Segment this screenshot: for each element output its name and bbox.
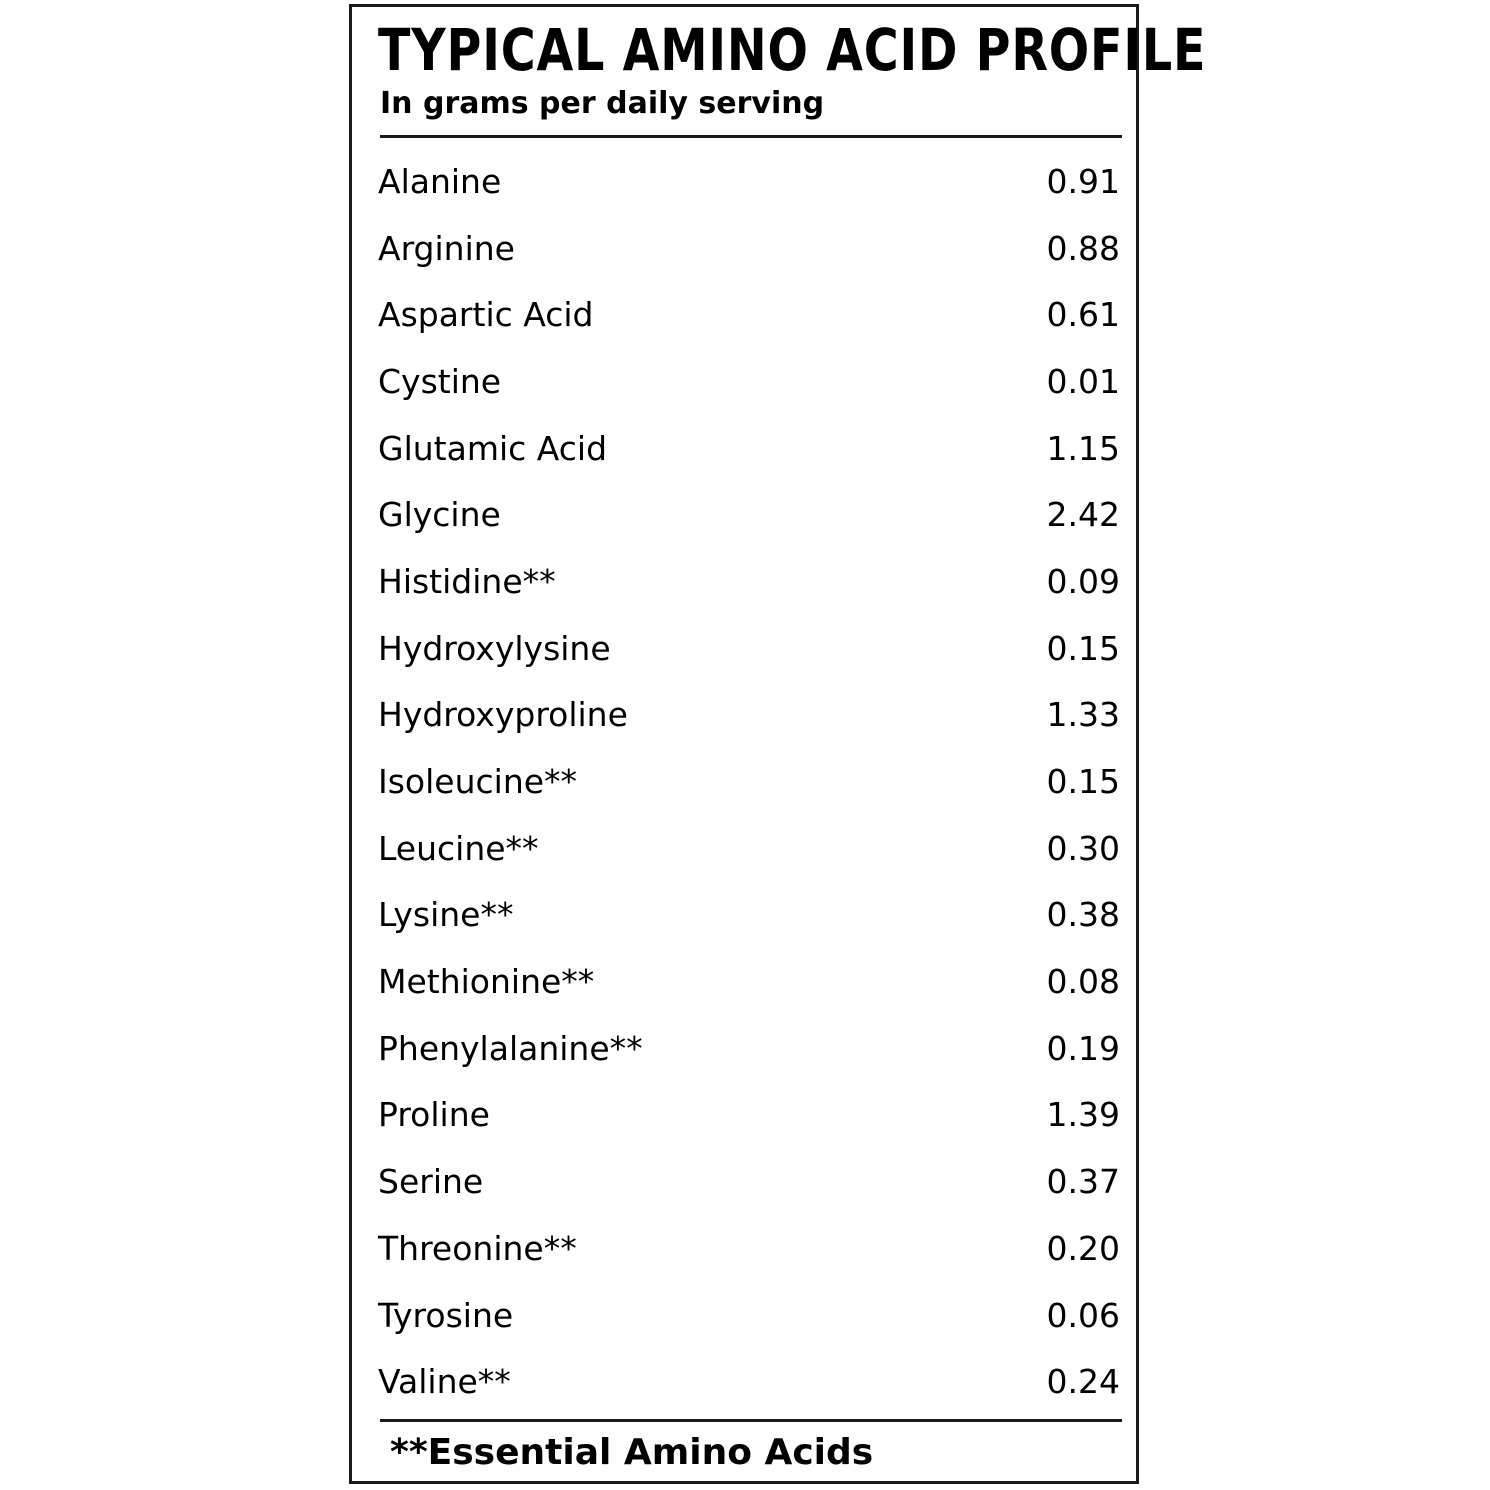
amino-acid-value: 0.08 [1046,962,1120,1002]
amino-acid-value: 0.15 [1046,628,1120,668]
amino-acid-list [378,148,1120,1415]
amino-acid-value: 1.39 [1046,1095,1120,1135]
list-item [378,481,1120,548]
profile-title: TYPICAL AMINO ACID PROFILE [378,16,1207,84]
amino-acid-value: 0.38 [1046,895,1120,935]
list-item [378,348,1120,415]
amino-acid-value: 2.42 [1046,495,1120,535]
amino-acid-value: 0.37 [1046,1162,1120,1202]
list-item [378,682,1120,749]
amino-acid-name: Tyrosine [378,1295,514,1335]
amino-acid-name: Alanine [378,161,502,201]
bottom-divider [380,1419,1122,1422]
amino-acid-value: 0.30 [1046,828,1120,868]
list-item [378,882,1120,949]
amino-acid-value: 0.61 [1046,295,1120,335]
list-item [378,1282,1120,1349]
amino-acid-name: Phenylalanine** [378,1028,643,1068]
list-item [378,148,1120,215]
amino-acid-value: 0.88 [1046,228,1120,268]
amino-acid-name: Glycine [378,495,501,535]
list-item [378,1348,1120,1415]
amino-acid-name: Cystine [378,361,502,401]
amino-acid-value: 0.24 [1046,1362,1120,1402]
amino-acid-name: Lysine** [378,895,514,935]
amino-acid-name: Arginine [378,228,515,268]
essential-footnote: **Essential Amino Acids [390,1432,874,1473]
list-item [378,1082,1120,1149]
amino-acid-name: Aspartic Acid [378,295,594,335]
amino-acid-name: Isoleucine** [378,762,578,802]
amino-acid-value: 0.20 [1046,1228,1120,1268]
amino-acid-name: Valine** [378,1362,511,1402]
list-item [378,1015,1120,1082]
amino-acid-value: 0.19 [1046,1028,1120,1068]
list-item [378,215,1120,282]
list-item [378,1148,1120,1215]
amino-acid-name: Serine [378,1162,484,1202]
list-item [378,415,1120,482]
amino-acid-value: 0.01 [1046,361,1120,401]
list-item [378,815,1120,882]
amino-acid-name: Histidine** [378,561,556,601]
amino-acid-value: 0.15 [1046,762,1120,802]
amino-acid-profile-panel [349,4,1207,1484]
list-item [378,1215,1120,1282]
list-item [378,615,1120,682]
amino-acid-name: Threonine** [378,1228,577,1268]
top-divider [380,135,1122,138]
amino-acid-name: Proline [378,1095,490,1135]
amino-acid-value: 1.33 [1046,695,1120,735]
list-item [378,281,1120,348]
amino-acid-name: Methionine** [378,962,595,1002]
amino-acid-value: 0.09 [1046,561,1120,601]
amino-acid-name: Leucine** [378,828,539,868]
list-item [378,748,1120,815]
list-item [378,548,1120,615]
amino-acid-name: Glutamic Acid [378,428,608,468]
amino-acid-name: Hydroxyproline [378,695,628,735]
amino-acid-value: 0.06 [1046,1295,1120,1335]
list-item [378,948,1120,1015]
amino-acid-value: 0.91 [1046,161,1120,201]
profile-subtitle: In grams per daily serving [380,86,825,121]
amino-acid-name: Hydroxylysine [378,628,611,668]
amino-acid-value: 1.15 [1046,428,1120,468]
